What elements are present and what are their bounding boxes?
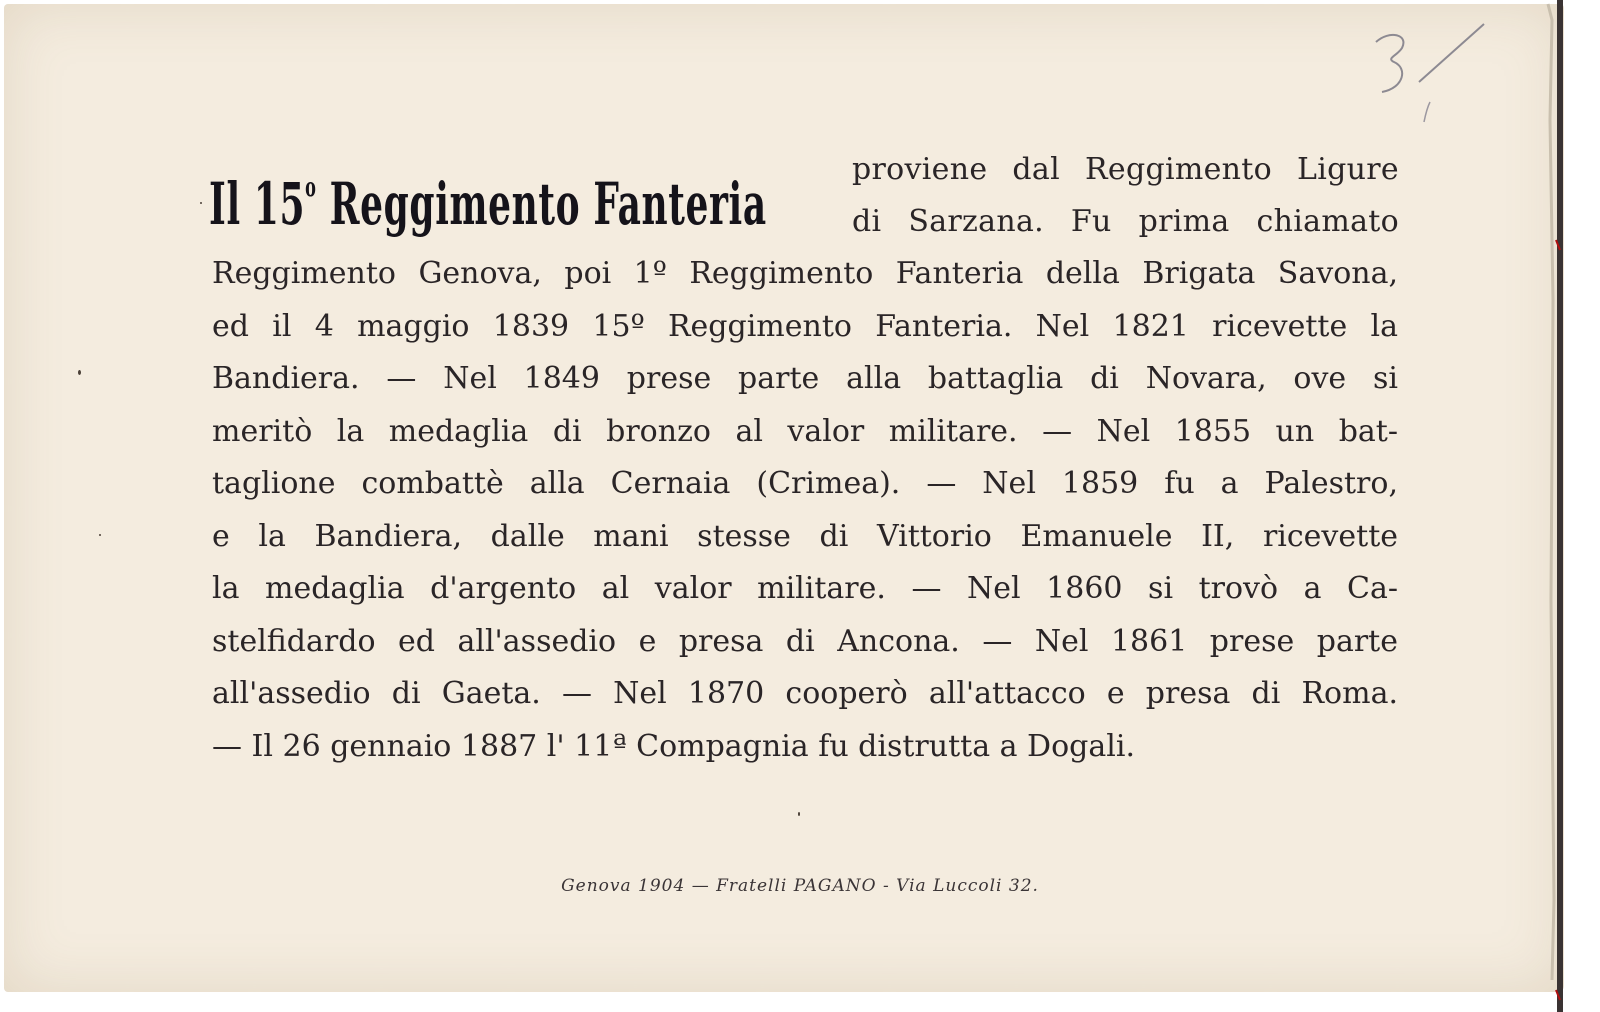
body-line: stelfidardo ed all'assedio e presa di Ancona. — Nel 1861 prese parte <box>212 623 1398 659</box>
body-line: all'assedio di Gaeta. — Nel 1870 cooperò all'attacco e presa di Roma. <box>212 676 1398 711</box>
body-line: Reggimento Genova, poi 1º Reggimento Fanteria della Brigata Savona, <box>212 256 1398 291</box>
body-line: — Il 26 gennaio 1887 l' 11ª Compagnia fu distrutta a Dogali. <box>212 728 1135 764</box>
paper-speck <box>99 534 101 536</box>
intro-line: proviene dal Reggimento Ligure <box>852 152 1399 187</box>
paper-speck <box>200 202 202 204</box>
body-text <box>212 248 1398 773</box>
postcard-back <box>4 4 1564 992</box>
body-line: ed il 4 maggio 1839 15º Reggimento Fanteria. Nel 1821 ricevette la <box>212 308 1398 344</box>
paper-speck <box>78 370 81 375</box>
intro-lines <box>852 144 1399 248</box>
title-suffix: Reggimento Fanteria <box>316 170 767 238</box>
title-ordinal: o <box>305 173 317 203</box>
paper-speck <box>798 812 800 816</box>
heading-block <box>209 144 1399 254</box>
body-line: Bandiera. — Nel 1849 prese parte alla battaglia di Novara, ove si <box>212 361 1398 396</box>
body-line: taglione combattè alla Cernaia (Crimea). — Nel 1859 fu a Palestro, <box>212 466 1398 501</box>
printer-imprint: Genova 1904 — Fratelli PAGANO - Via Luccoli 32. <box>561 876 1039 896</box>
intro-line: di Sarzana. Fu prima chiamato <box>852 204 1399 239</box>
body-line: e la Bandiera, dalle mani stesse di Vittorio Emanuele II, ricevette <box>212 518 1398 554</box>
document-title <box>209 148 767 244</box>
handwritten-pencil-mark <box>1364 22 1494 132</box>
title-prefix: Il 15 <box>209 170 306 238</box>
body-line: la medaglia d'argento al valor militare. — Nel 1860 si trovò a Ca- <box>212 571 1398 606</box>
body-line: meritò la medaglia di bronzo al valor militare. — Nel 1855 un bat- <box>212 413 1398 449</box>
